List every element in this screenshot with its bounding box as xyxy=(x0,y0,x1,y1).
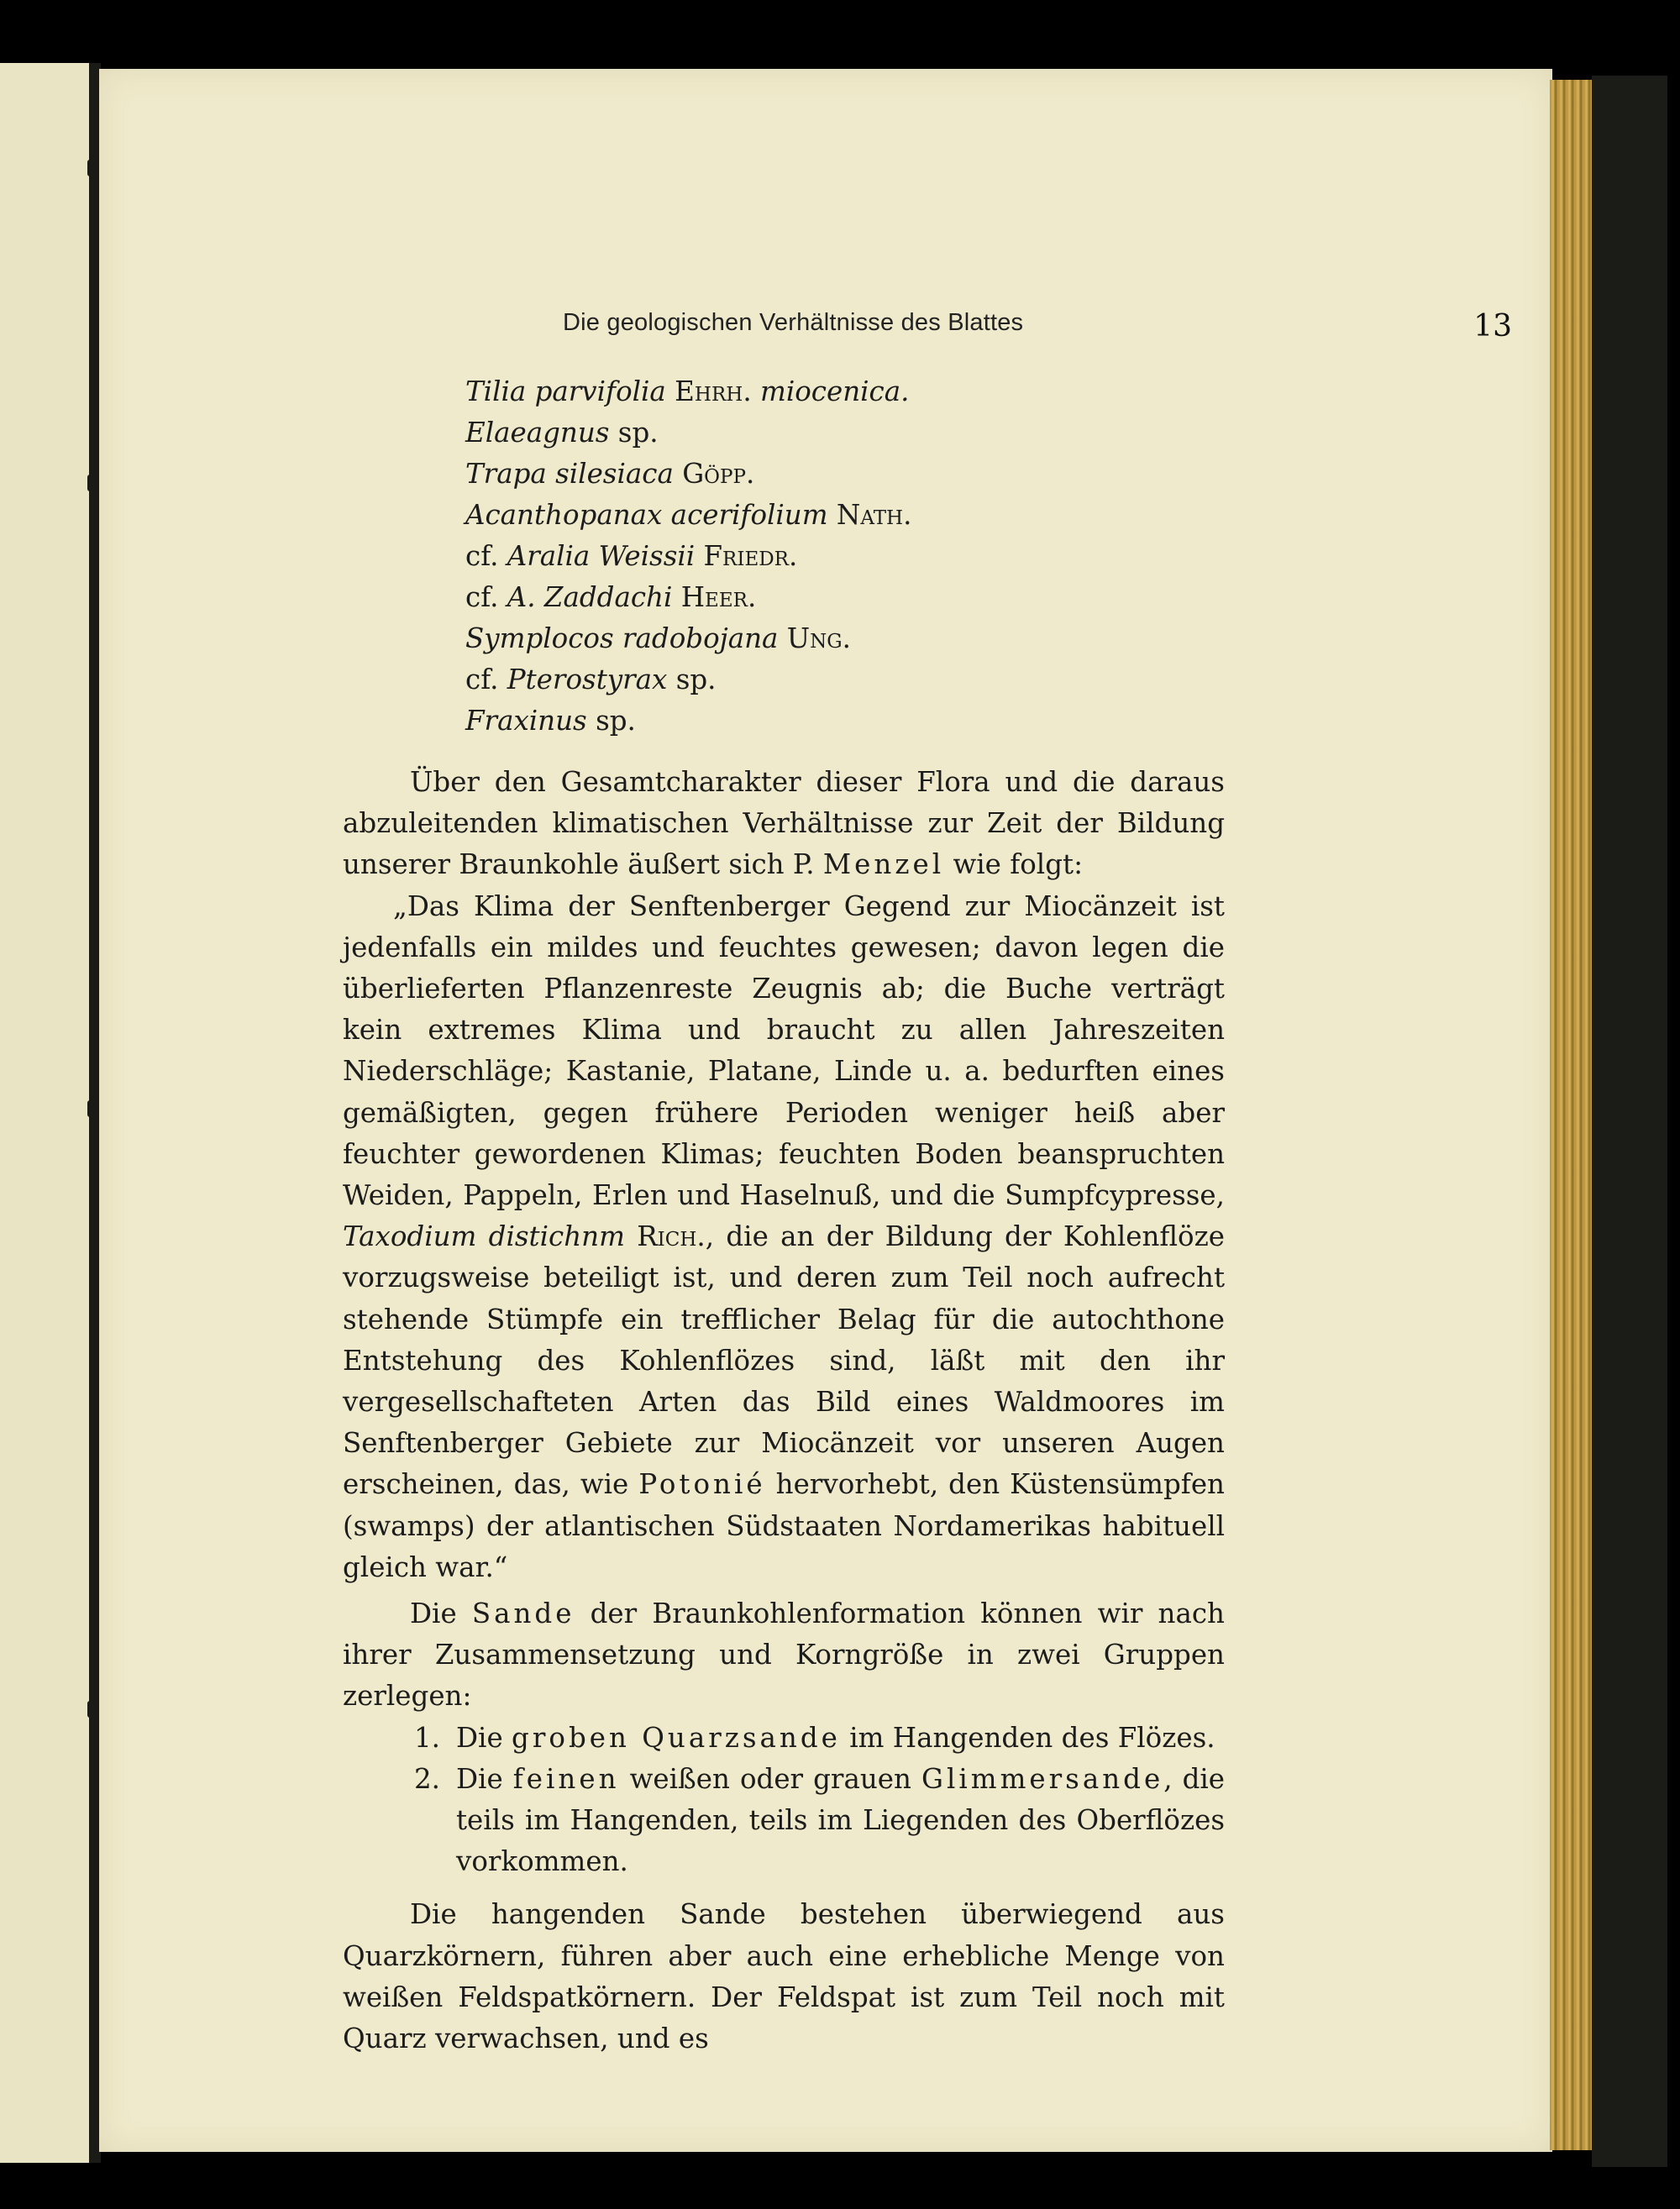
sand-groups-list xyxy=(343,1718,1225,1883)
page-number: 13 xyxy=(1473,309,1512,344)
species-item: Acanthopanax acerifolium Nath. xyxy=(465,499,912,531)
binding-mark xyxy=(87,1701,94,1718)
page-edges xyxy=(1550,80,1592,2150)
book-cover xyxy=(1592,76,1667,2167)
species-item: Fraxinus sp. xyxy=(465,705,636,737)
list-item: 2. Die feinen weißen oder grauen Glimmersande, die teils im Hangenden, teils im Liegenden des Oberflözes vorkommen. xyxy=(414,1762,1226,1878)
species-item: Trapa silesiaca Göpp. xyxy=(465,458,755,490)
species-item: Tilia parvifolia Ehrh. miocenica. xyxy=(465,375,910,407)
running-title: Die geologischen Verhältnisse des Blattes xyxy=(563,309,1024,336)
paragraph-hangende-sande: Die hangenden Sande bestehen überwiegend aus Quarzkörnern, führen aber auch eine erhebliche Menge von weißen Feldspatkörnern. Der Feldspat ist zum Teil noch mit Quarz verwachsen, und es xyxy=(343,1898,1225,2055)
binding-mark xyxy=(87,1100,94,1117)
binding-mark xyxy=(87,160,94,176)
list-item: 1. Die groben Quarzsande im Hangenden des Flözes. xyxy=(414,1721,1215,1754)
paragraph-sande: Die Sande der Braunkohlenformation können wir nach ihrer Zusammensetzung und Korngröße in zwei Gruppen zerlegen: xyxy=(343,1598,1225,1713)
species-list xyxy=(343,371,1225,742)
species-item: cf. Pterostyrax sp. xyxy=(465,664,717,695)
quote-menzel: „Das Klima der Senftenberger Gegend zur Miocänzeit ist jedenfalls ein mildes und feuchtes gewesen; davon legen die überlieferten Pflanzenreste Zeugnis ab; die Buche verträgt kein extremes Klima und braucht zu allen Jahreszeiten Niederschläge; Kastanie, Platane, Linde u. a. bedurften eines gemäßigten, gegen frühere Perioden weniger heiß aber feuchter gewordenen Klimas; feuchten Boden beanspruchten Weiden, Pappeln, Erlen und Haselnuß, und die Sumpfcypresse, Taxodium distichnm Rich., die an der Bildung der Kohlenflöze vorzugsweise beteiligt ist, und deren zum Teil noch aufrecht stehende Stümpfe ein trefflicher Belag für die autochthone Entstehung des Kohlenflözes sind, läßt mit den ihr vergesellschafteten Arten das Bild eines Waldmoores im Senftenberger Gebiete zur Miocänzeit vor unseren Augen erscheinen, das, wie Potonié hervorhebt, den Küstensümpfen (swamps) der atlantischen Südstaaten Nordamerikas habituell gleich war.“ xyxy=(343,889,1225,1583)
species-item: cf. Aralia Weissii Friedr. xyxy=(465,540,798,572)
species-item: Symplocos radobojana Ung. xyxy=(465,622,851,654)
page-body xyxy=(343,371,1225,2059)
species-item: Elaeagnus sp. xyxy=(465,417,659,449)
left-page-edge xyxy=(0,63,92,2163)
page-header xyxy=(563,309,1512,349)
paragraph-flora-character: Über den Gesamtcharakter dieser Flora und die daraus abzuleitenden klimatischen Verhältnisse zur Zeit der Bildung unserer Braunkohle äußert sich P. Menzel wie folgt: xyxy=(343,766,1225,881)
binding-mark xyxy=(87,475,94,491)
species-item: cf. A. Zaddachi Heer. xyxy=(465,581,757,613)
